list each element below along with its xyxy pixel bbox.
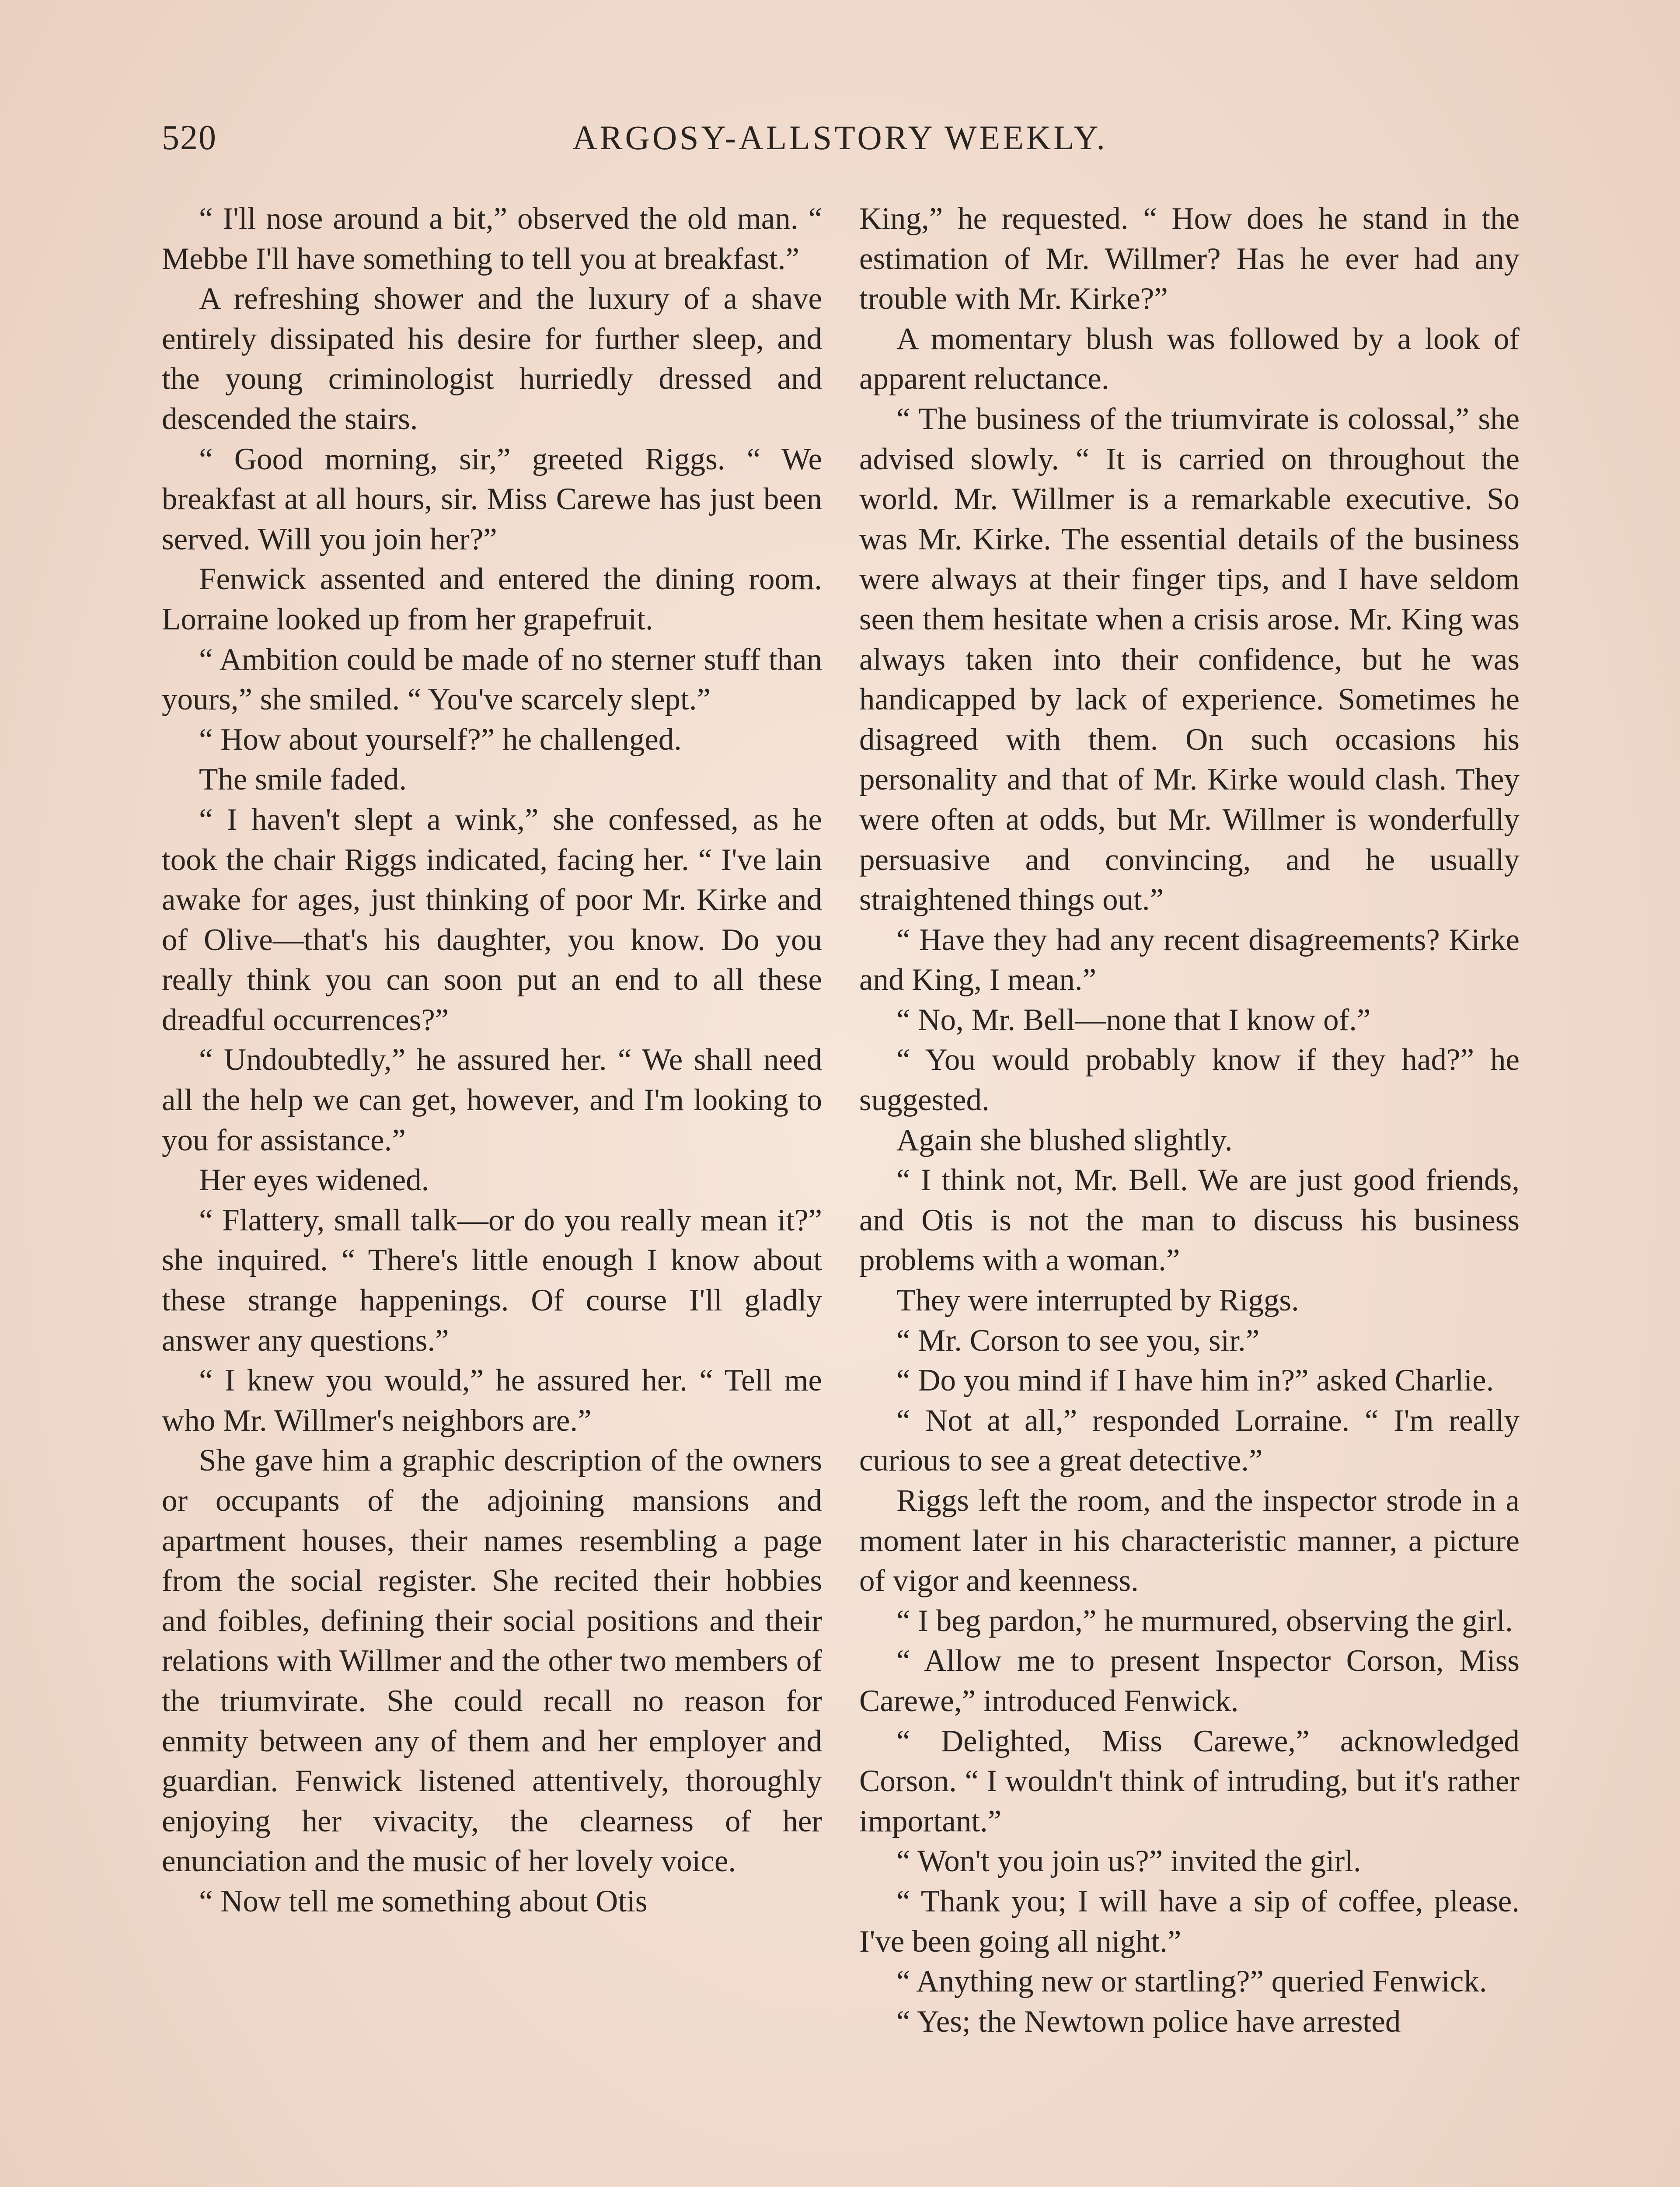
paragraph: The smile faded. xyxy=(199,762,407,797)
paragraph: “ Won't you join us?” invited the girl. xyxy=(896,1844,1361,1879)
paragraph: “ Not at all,” responded Lorraine. “ I'm really curious to see a great detective.” xyxy=(859,1403,1520,1478)
paragraph: “ Delighted, Miss Carewe,” acknowledged Corson. “ I wouldn't think of intruding, but it's rather important.” xyxy=(859,1724,1520,1838)
paragraph: “ Have they had any recent disagreements? Kirke and King, I mean.” xyxy=(859,922,1520,997)
paragraph-continuation: King,” he requested. “ How does he stand in the estimation of Mr. Willmer? Has he ever had any trouble with Mr. Kirke?” xyxy=(859,202,1520,316)
paragraph: “ The business of the triumvirate is colossal,” she advised slowly. “ It is carried on throughout the world. Mr. Willmer is a remarkable executive. So was Mr. Kirke. The essential details of the business were always at their finger tips, and I have seldom seen them hesitate when a crisis arose. Mr. King was always taken into their confidence, but he was handicapped by lack of experience. Sometimes he disagreed with them. On such occasions his personality and that of Mr. Kirke would clash. They were often at odds, but Mr. Willmer is wonderfully persuasive and convincing, and he usually straightened things out.” xyxy=(859,402,1520,917)
running-head: ARGOSY-ALLSTORY WEEKLY. xyxy=(572,119,1108,157)
paragraph: “ I haven't slept a wink,” she confessed, as he took the chair Riggs indicated, facing her. “ I've lain awake for ages, just thinking of poor Mr. Kirke and of Olive—that's his daughter, you know. Do you really think you can soon put an end to all these dreadful occurrences?” xyxy=(162,802,822,1037)
paragraph: “ I beg pardon,” he murmured, observing the girl. xyxy=(896,1604,1513,1638)
right-column xyxy=(859,199,1520,2042)
paragraph: “ Ambition could be made of no sterner stuff than yours,” she smiled. “ You've scarcely slept.” xyxy=(162,642,822,717)
page-number: 520 xyxy=(162,119,217,157)
paragraph: “ No, Mr. Bell—none that I know of.” xyxy=(896,1003,1371,1037)
paragraph: A momentary blush was followed by a look of apparent reluctance. xyxy=(859,321,1520,396)
paragraph: “ I knew you would,” he assured her. “ Tell me who Mr. Willmer's neighbors are.” xyxy=(162,1363,822,1438)
paragraph: “ Good morning, sir,” greeted Riggs. “ We breakfast at all hours, sir. Miss Carewe has just been served. Will you join her?” xyxy=(162,442,822,556)
paragraph: She gave him a graphic description of the owners or occupants of the adjoining mansions and apartment houses, their names resembling a page from the social register. She recited their hobbies and foibles, defining their social positions and their relations with Willmer and the other two members of the triumvirate. She could recall no reason for enmity between any of them and her employer and guardian. Fenwick listened attentively, thoroughly enjoying her vivacity, the clearness of her enunciation and the music of her lovely voice. xyxy=(162,1443,822,1879)
paragraph: “ I think not, Mr. Bell. We are just good friends, and Otis is not the man to discuss his business problems with a woman.” xyxy=(859,1163,1520,1278)
page-header xyxy=(162,118,1518,171)
paragraph: “ I'll nose around a bit,” observed the old man. “ Mebbe I'll have something to tell you at breakfast.” xyxy=(162,202,822,276)
paragraph: Fenwick assented and entered the dining room. Lorraine looked up from her grapefruit. xyxy=(162,562,822,636)
left-column xyxy=(162,199,822,1922)
paragraph: “ You would probably know if they had?” he suggested. xyxy=(859,1043,1520,1118)
paragraph: “ Allow me to present Inspector Corson, Miss Carewe,” introduced Fenwick. xyxy=(859,1644,1520,1718)
paragraph: They were interrupted by Riggs. xyxy=(896,1283,1299,1318)
paragraph: “ Thank you; I will have a sip of coffee, please. I've been going all night.” xyxy=(859,1884,1520,1959)
paragraph: “ Anything new or startling?” queried Fenwick. xyxy=(896,1964,1487,1999)
paragraph: A refreshing shower and the luxury of a shave entirely dissipated his desire for further sleep, and the young criminologist hurriedly dressed and descended the stairs. xyxy=(162,282,822,436)
paragraph: “ Do you mind if I have him in?” asked Charlie. xyxy=(896,1363,1494,1398)
paragraph: “ Now tell me something about Otis xyxy=(199,1884,648,1918)
paragraph: Riggs left the room, and the inspector strode in a moment later in his characteristic manner, a picture of vigor and keenness. xyxy=(859,1484,1520,1598)
paragraph: “ Yes; the Newtown police have arrested xyxy=(896,2004,1401,2039)
paragraph: “ Undoubtedly,” he assured her. “ We shall need all the help we can get, however, and I'm looking to you for assistance.” xyxy=(162,1043,822,1157)
paragraph: “ Flattery, small talk—or do you really mean it?” she inquired. “ There's little enough I know about these strange happenings. Of course I'll gladly answer any questions.” xyxy=(162,1203,822,1358)
paragraph: “ How about yourself?” he challenged. xyxy=(199,722,682,757)
paragraph: Her eyes widened. xyxy=(199,1163,429,1198)
paragraph: Again she blushed slightly. xyxy=(896,1123,1233,1157)
paragraph: “ Mr. Corson to see you, sir.” xyxy=(896,1323,1260,1358)
